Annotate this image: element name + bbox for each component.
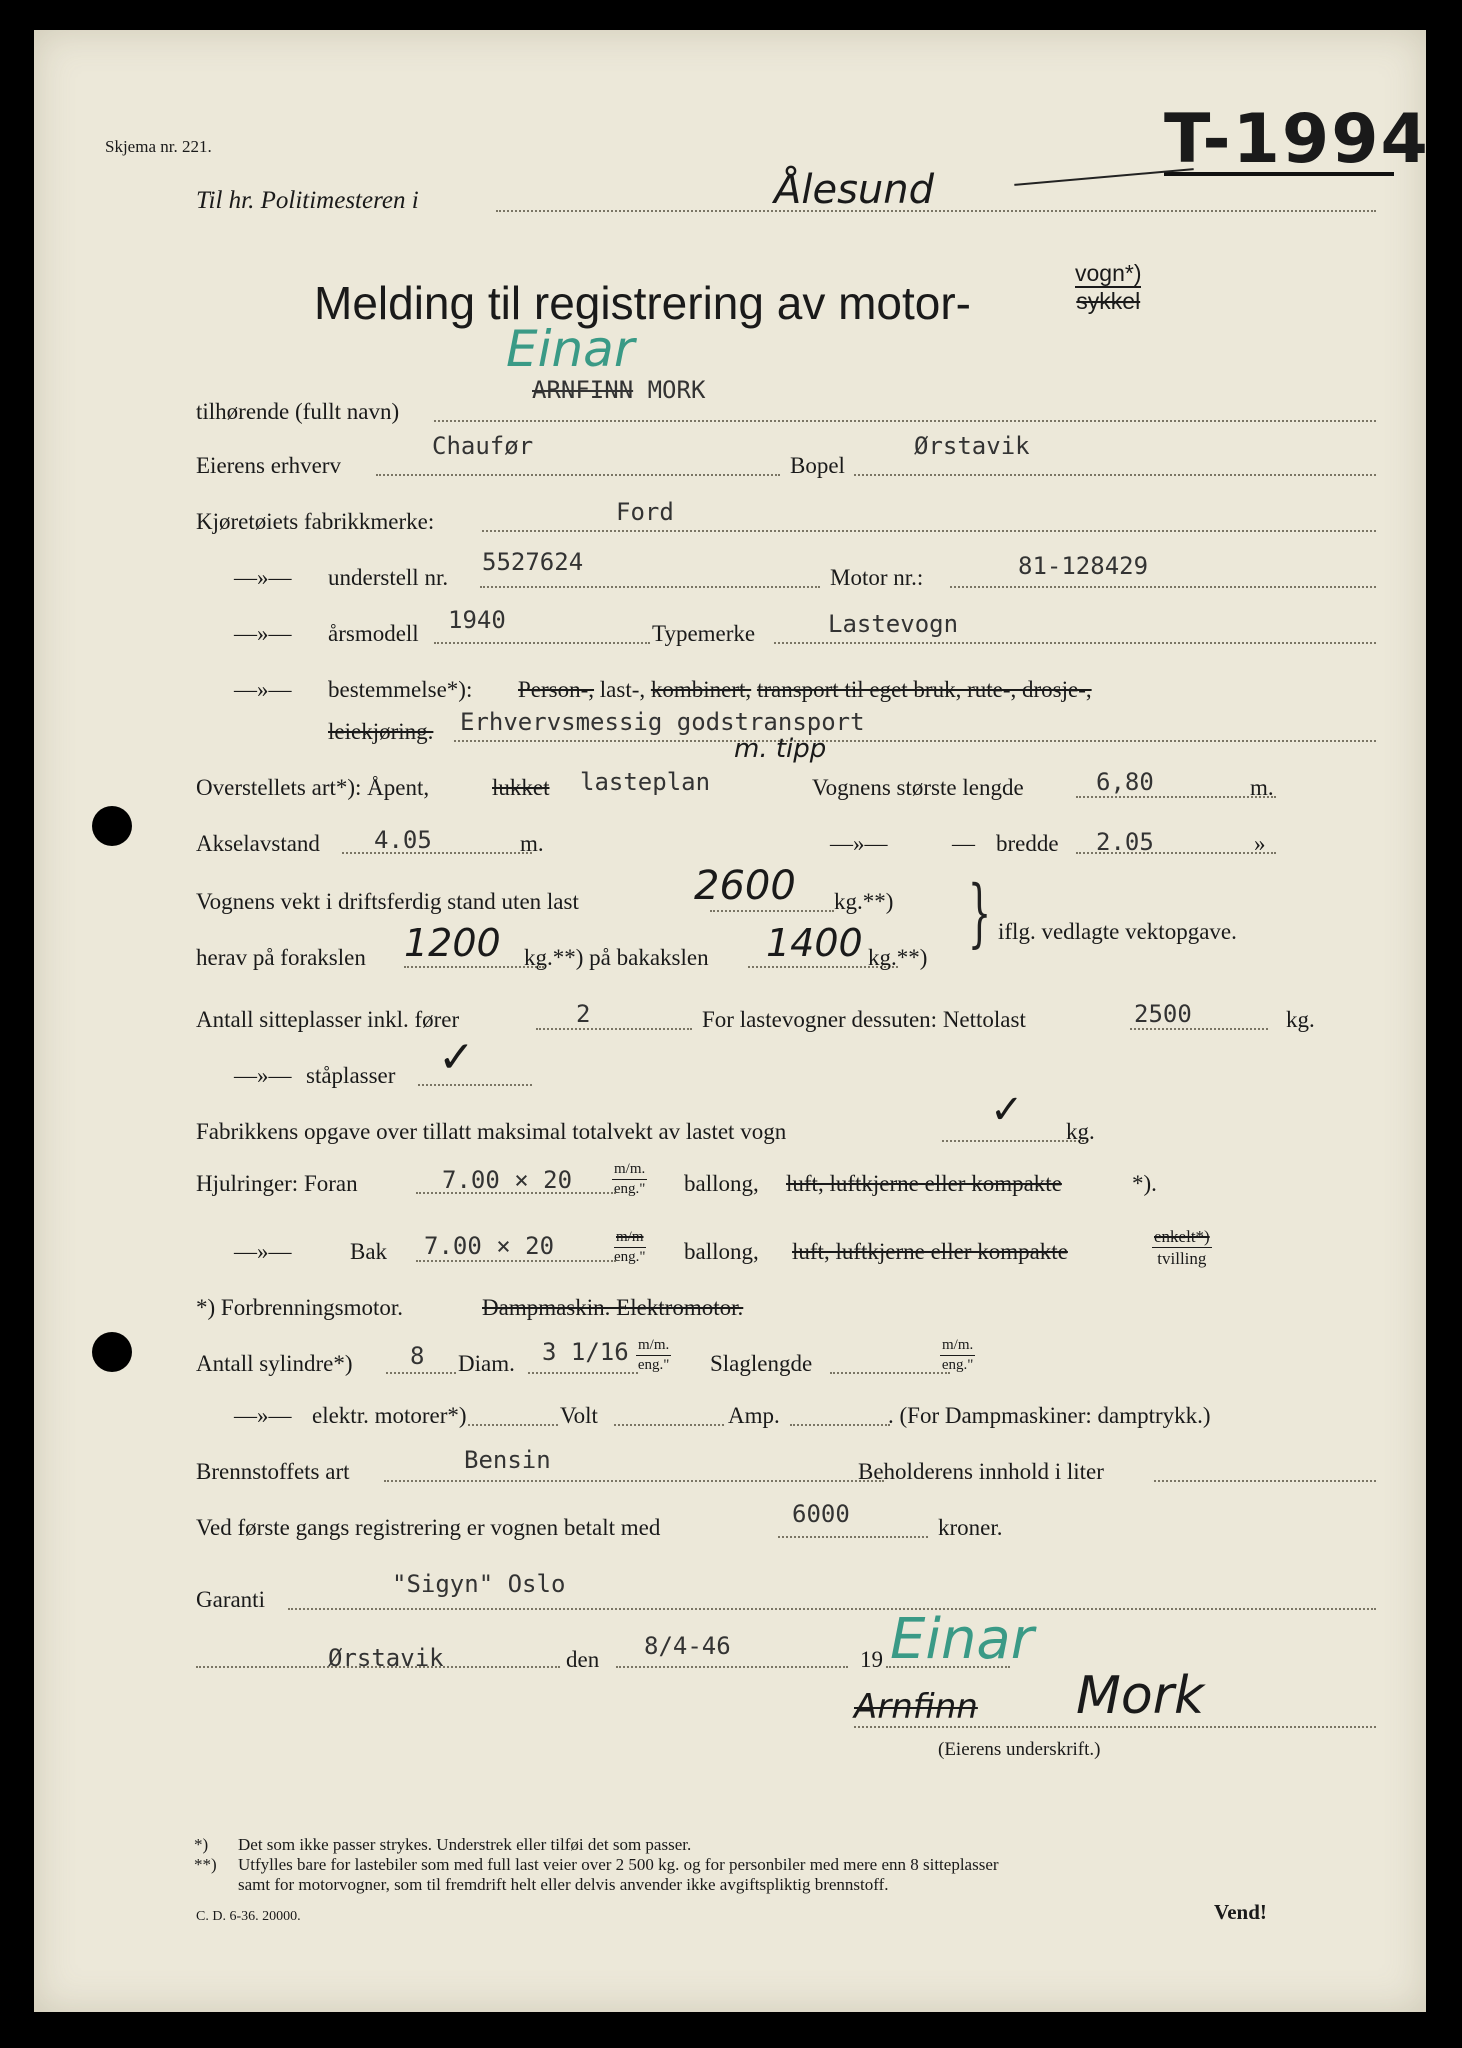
cylinders-label: Antall sylindre*) [196, 1351, 353, 1376]
footnote-2-line-2: samt for motorvogner, som til fremdrift helt eller delvis anvender ikke avgiftspliktig brennstoff. [238, 1875, 889, 1894]
width-label: bredde [996, 831, 1059, 856]
body-closed-option: lukket [492, 775, 550, 800]
max-weight-label: Fabrikkens opgave over tillatt maksimal totalvekt av lastet vogn [196, 1119, 787, 1144]
diameter-value: 3 1/16 [542, 1338, 629, 1366]
punch-hole-bottom [92, 1332, 132, 1372]
purpose-option-rental: leiekjøring. [328, 719, 434, 744]
front-tire-struck-options: luft, luftkjerne eller kompakte [786, 1171, 1062, 1196]
rear-axle-unit: kg.**) [868, 945, 928, 970]
rear-tires-label: Bak [350, 1239, 388, 1264]
turn-over: Vend! [1214, 1900, 1267, 1924]
rear-tire-size: 7.00 × 20 [424, 1232, 555, 1260]
type-label: Typemerke [652, 621, 756, 646]
owner-name: ARNFINN MORK [532, 376, 706, 404]
ditto-mark: —»— [234, 621, 292, 646]
body-note-handwritten: m. tipp [734, 734, 827, 764]
signature-place: Ørstavik [328, 1644, 444, 1672]
width-dash: — [952, 831, 975, 856]
make-value: Ford [616, 498, 674, 526]
residence-value: Ørstavik [914, 432, 1030, 460]
length-label: Vognens største lengde [812, 775, 1024, 800]
max-weight-unit: kg. [1066, 1119, 1095, 1144]
residence-label: Bopel [790, 453, 845, 478]
footnote-2-mark: **) [194, 1855, 217, 1874]
front-tire-unit: m/m. eng." [613, 1161, 646, 1197]
rear-axle-value: 1400 [766, 921, 863, 965]
registration-number: T-1994 [1164, 100, 1430, 179]
model-year-value: 1940 [448, 606, 506, 634]
front-tire-end: *). [1132, 1171, 1157, 1196]
front-tire-balloon: ballong, [684, 1171, 759, 1196]
payload-label: For lastevogner dessuten: Nettolast [702, 1007, 1026, 1032]
tank-label: Beholderens innhold i liter [858, 1459, 1104, 1484]
owner-first-name-handwritten: Einar [506, 320, 635, 378]
engine-struck-options: Dampmaskin. Elektromotor. [482, 1295, 744, 1320]
occupation-value: Chaufør [432, 432, 534, 460]
year-prefix: 19 [860, 1647, 883, 1672]
length-value: 6,80 [1096, 768, 1154, 796]
form-sheet [34, 30, 1430, 2012]
wheelbase-label: Akselavstand [196, 831, 320, 856]
page-title: Melding til registrering av motor- vogn*) sykkel [314, 260, 1142, 329]
recipient-city: Ålesund [774, 167, 935, 213]
owner-label: tilhørende (fullt navn) [196, 399, 400, 424]
weight-unit: kg.**) [834, 889, 894, 914]
stroke-label: Slaglengde [710, 1351, 813, 1376]
date-value: 8/4-46 [644, 1632, 731, 1660]
electric-label: elektr. motorer*) [312, 1403, 467, 1428]
signature-surname: Mork [1076, 1666, 1205, 1726]
weight-label: Vognens vekt i driftsferdig stand uten last [196, 889, 579, 914]
body-value: lasteplan [580, 768, 711, 796]
fuel-value: Bensin [464, 1446, 551, 1474]
price-label: Ved første gangs registrering er vognen betalt med [196, 1515, 661, 1540]
wheelbase-unit: m. [520, 831, 544, 856]
amp-label: Amp. [728, 1403, 780, 1428]
ditto-mark: —»— [234, 1403, 292, 1428]
ditto-mark: —»— [234, 1063, 292, 1088]
steam-note: . (For Dampmaskiner: damptrykk.) [888, 1403, 1211, 1428]
payload-unit: kg. [1286, 1007, 1315, 1032]
standing-value: ✓ [438, 1032, 475, 1083]
rear-tire-balloon: ballong, [684, 1239, 759, 1264]
front-tire-size: 7.00 × 20 [442, 1166, 573, 1194]
wheelbase-value: 4.05 [374, 826, 432, 854]
date-label: den [566, 1647, 600, 1672]
recipient-label: Til hr. Politimesteren i [196, 187, 419, 214]
width-unit: » [1254, 831, 1266, 856]
punch-hole-top [92, 806, 132, 846]
ditto-mark: —»— [234, 1239, 292, 1264]
payload-value: 2500 [1134, 1000, 1192, 1028]
price-value: 6000 [792, 1500, 850, 1528]
weight-value: 2600 [694, 863, 796, 909]
stroke-unit: m/m. eng." [941, 1337, 974, 1373]
footnote-1: Det som ikke passer strykes. Understrek eller tilføi det som passer. [238, 1835, 692, 1854]
fuel-label: Brennstoffets art [196, 1459, 350, 1484]
width-value: 2.05 [1096, 828, 1154, 856]
front-axle-value: 1200 [404, 921, 501, 965]
seats-value: 2 [576, 1000, 591, 1028]
volt-label: Volt [560, 1403, 598, 1428]
type-value: Lastevogn [828, 610, 959, 638]
rear-tire-struck-options: luft, luftkjerne eller kompakte [792, 1239, 1068, 1264]
purpose-label: bestemmelse*): [328, 677, 473, 702]
body-label: Overstellets art*): Åpent, [196, 775, 430, 800]
form-number: Skjema nr. 221. [105, 137, 212, 156]
seats-label: Antall sitteplasser inkl. fører [196, 1007, 460, 1032]
ditto-mark: —»— [234, 565, 292, 590]
chassis-value: 5527624 [482, 548, 584, 576]
footnote-2-line-1: Utfylles bare for lastebiler som med full last veier over 2 500 kg. og for personbiler med mere enn 8 sitteplasser [238, 1855, 999, 1874]
ditto-mark: —»— [234, 677, 292, 702]
cylinders-value: 8 [410, 1342, 425, 1370]
length-unit: m. [1250, 775, 1274, 800]
price-unit: kroner. [938, 1515, 1003, 1540]
footnote-1-mark: *) [194, 1835, 209, 1854]
standing-label: ståplasser [306, 1063, 396, 1088]
print-code: C. D. 6-36. 20000. [196, 1909, 301, 1924]
motor-number-value: 81-128429 [1018, 552, 1149, 580]
occupation-label: Eierens erhverv [196, 453, 341, 478]
signature-struck-name: Arnfinn [854, 1687, 978, 1727]
registration-underline [1164, 172, 1394, 176]
signature-first-name: Einar [890, 1607, 1034, 1672]
diameter-unit: m/m. eng." [637, 1337, 670, 1373]
ditto-mark: —»— [830, 831, 888, 856]
signature-caption: (Eierens underskrift.) [938, 1739, 1101, 1760]
guarantee-value: "Sigyn" Oslo [392, 1570, 566, 1598]
rear-tire-unit: m/m eng." [614, 1229, 646, 1265]
diameter-label: Diam. [458, 1351, 515, 1376]
weight-brace: } [967, 870, 992, 956]
purpose-options: Person-, last-, kombinert, transport til eget bruk, rute-, drosje-, [518, 677, 1092, 702]
title-vogn: vogn*) [1075, 260, 1141, 288]
engine-label: *) Forbrenningsmotor. [196, 1295, 403, 1320]
front-tires-label: Hjulringer: Foran [196, 1171, 358, 1196]
max-weight-value: ✓ [990, 1087, 1024, 1133]
front-axle-label: herav på forakslen [196, 945, 366, 970]
motor-number-label: Motor nr.: [830, 565, 924, 590]
rear-axle-label: kg.**) på bakakslen [524, 945, 709, 970]
chassis-label: understell nr. [328, 565, 449, 590]
weight-note: iflg. vedlagte vektopgave. [998, 919, 1237, 944]
rear-tire-mounting: enkelt*) tvilling [1154, 1227, 1210, 1269]
make-label: Kjøretøiets fabrikkmerke: [196, 509, 435, 534]
guarantee-label: Garanti [196, 1587, 265, 1612]
model-year-label: årsmodell [328, 621, 419, 646]
title-sykkel: sykkel [1076, 288, 1141, 315]
purpose-value: Erhvervsmessig godstransport [460, 708, 865, 736]
